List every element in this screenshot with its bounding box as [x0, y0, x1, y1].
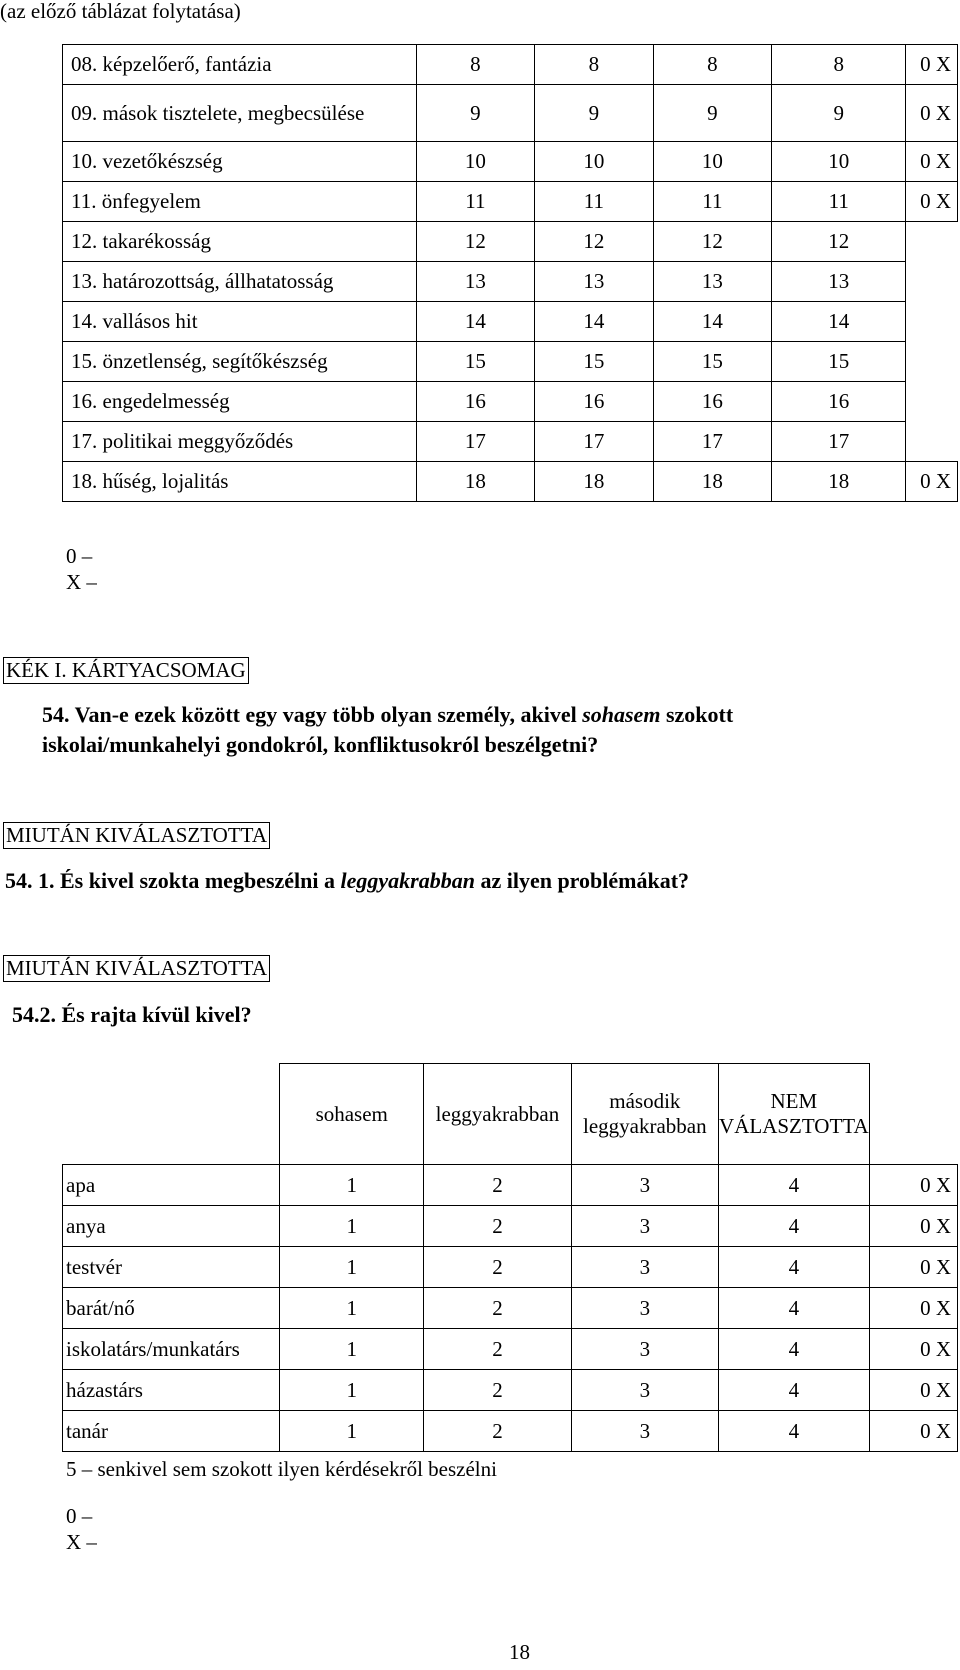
code-cell: 0 X	[906, 142, 958, 182]
value-cell: 1	[280, 1370, 424, 1411]
value-cell: 3	[571, 1411, 718, 1452]
table-row	[63, 382, 958, 422]
value-cell: 14	[772, 302, 906, 342]
code-cell	[906, 222, 958, 262]
table-row	[63, 262, 958, 302]
row-label: 18. hűség, lojalitás	[63, 462, 417, 502]
value-cell: 2	[424, 1247, 571, 1288]
value-cell: 11	[416, 182, 535, 222]
table-row	[63, 1165, 958, 1206]
value-cell: 1	[280, 1288, 424, 1329]
question-54-1	[5, 866, 689, 896]
question-54-1-text-end: az ilyen problémákat?	[474, 868, 690, 893]
question-54	[42, 700, 733, 760]
value-cell: 16	[653, 382, 772, 422]
value-cell: 4	[719, 1247, 870, 1288]
code-cell: 0 X	[869, 1288, 957, 1329]
value-cell: 13	[772, 262, 906, 302]
question-54-2: 54.2. És rajta kívül kivel?	[12, 1002, 252, 1027]
legend-zero-2: 0 –	[66, 1504, 93, 1528]
value-cell: 1	[280, 1247, 424, 1288]
value-cell: 1	[280, 1329, 424, 1370]
code-cell: 0 X	[869, 1329, 957, 1370]
question-54-1-emphasis: leggyakrabban	[340, 868, 475, 893]
row-label: 13. határozottság, állhatatosság	[63, 262, 417, 302]
table-row	[63, 85, 958, 142]
table-row	[63, 1411, 958, 1452]
persons-table	[62, 1063, 958, 1452]
table-row	[63, 222, 958, 262]
header-blank	[63, 1064, 280, 1165]
value-cell: 18	[653, 462, 772, 502]
value-cell: 11	[535, 182, 654, 222]
value-cell: 10	[772, 142, 906, 182]
value-cell: 2	[424, 1329, 571, 1370]
code-cell	[906, 302, 958, 342]
value-cell: 9	[772, 85, 906, 142]
question-54-1-text: 54. 1. És kivel szokta megbeszélni a	[5, 868, 341, 893]
value-cell: 9	[416, 85, 535, 142]
value-cell: 10	[653, 142, 772, 182]
table-header-row	[63, 1064, 958, 1165]
value-cell: 13	[416, 262, 535, 302]
value-cell: 10	[535, 142, 654, 182]
code-cell	[906, 422, 958, 462]
value-cell: 4	[719, 1411, 870, 1452]
table-row	[63, 1288, 958, 1329]
value-cell: 15	[772, 342, 906, 382]
legend-x-2: X –	[66, 1530, 97, 1554]
row-label: 17. politikai meggyőződés	[63, 422, 417, 462]
table-row	[63, 1329, 958, 1370]
code-cell: 0 X	[869, 1370, 957, 1411]
row-label: 11. önfegyelem	[63, 182, 417, 222]
value-cell: 14	[535, 302, 654, 342]
table-row	[63, 302, 958, 342]
value-cell: 3	[571, 1206, 718, 1247]
value-cell: 4	[719, 1165, 870, 1206]
value-cell: 4	[719, 1206, 870, 1247]
value-cell: 10	[416, 142, 535, 182]
value-cell: 2	[424, 1165, 571, 1206]
row-label: házastárs	[63, 1370, 280, 1411]
value-cell: 12	[653, 222, 772, 262]
row-label: testvér	[63, 1247, 280, 1288]
value-cell: 8	[772, 45, 906, 85]
code-cell: 0 X	[906, 182, 958, 222]
row-label: 09. mások tisztelete, megbecsülése	[63, 85, 417, 142]
row-label: tanár	[63, 1411, 280, 1452]
table-row	[63, 462, 958, 502]
code-cell: 0 X	[869, 1247, 957, 1288]
value-cell: 2	[424, 1411, 571, 1452]
values-table	[62, 44, 958, 502]
value-cell: 4	[719, 1370, 870, 1411]
value-cell: 3	[571, 1165, 718, 1206]
row-label: 14. vallásos hit	[63, 302, 417, 342]
value-cell: 16	[535, 382, 654, 422]
code-cell	[906, 262, 958, 302]
value-cell: 15	[653, 342, 772, 382]
table-row	[63, 182, 958, 222]
value-cell: 11	[772, 182, 906, 222]
code-cell: 0 X	[906, 45, 958, 85]
code-cell: 0 X	[906, 462, 958, 502]
value-cell: 9	[535, 85, 654, 142]
row-label: 15. önzetlenség, segítőkészség	[63, 342, 417, 382]
value-cell: 16	[772, 382, 906, 422]
row-label: barát/nő	[63, 1288, 280, 1329]
value-cell: 3	[571, 1370, 718, 1411]
after-select-label-2: MIUTÁN KIVÁLASZTOTTA	[3, 955, 270, 982]
code-cell: 0 X	[869, 1411, 957, 1452]
table-row	[63, 1370, 958, 1411]
question-54-emphasis: sohasem	[582, 702, 661, 727]
code-cell	[906, 342, 958, 382]
card-label: KÉK I. KÁRTYACSOMAG	[3, 657, 249, 684]
value-cell: 12	[416, 222, 535, 262]
value-cell: 2	[424, 1370, 571, 1411]
value-cell: 13	[535, 262, 654, 302]
row-label: 10. vezetőkészség	[63, 142, 417, 182]
value-cell: 3	[571, 1247, 718, 1288]
value-cell: 15	[416, 342, 535, 382]
value-cell: 18	[416, 462, 535, 502]
row-label: 16. engedelmesség	[63, 382, 417, 422]
row-label: 12. takarékosság	[63, 222, 417, 262]
value-cell: 3	[571, 1288, 718, 1329]
continuation-note: (az előző táblázat folytatása)	[0, 0, 241, 23]
value-cell: 1	[280, 1411, 424, 1452]
question-54-line2: iskolai/munkahelyi gondokról, konfliktusokról beszélgetni?	[42, 732, 599, 757]
value-cell: 4	[719, 1288, 870, 1329]
code-cell	[906, 382, 958, 422]
column-header: sohasem	[280, 1064, 424, 1165]
after-select-label-1: MIUTÁN KIVÁLASZTOTTA	[3, 822, 270, 849]
question-54-text-end: szokott	[660, 702, 734, 727]
value-cell: 18	[772, 462, 906, 502]
value-cell: 17	[416, 422, 535, 462]
table-row	[63, 142, 958, 182]
value-cell: 2	[424, 1288, 571, 1329]
table-row	[63, 342, 958, 382]
page-number: 18	[509, 1640, 530, 1664]
value-cell: 17	[653, 422, 772, 462]
value-cell: 15	[535, 342, 654, 382]
value-cell: 14	[416, 302, 535, 342]
value-cell: 2	[424, 1206, 571, 1247]
value-cell: 16	[416, 382, 535, 422]
value-cell: 12	[772, 222, 906, 262]
row-label: 08. képzelőerő, fantázia	[63, 45, 417, 85]
table-row	[63, 422, 958, 462]
value-cell: 8	[653, 45, 772, 85]
question-54-text: 54. Van-e ezek között egy vagy több olyan személy, akivel	[42, 702, 583, 727]
table-row	[63, 1206, 958, 1247]
value-cell: 11	[653, 182, 772, 222]
value-cell: 12	[535, 222, 654, 262]
legend-zero: 0 –	[66, 544, 93, 568]
column-header: leggyakrabban	[424, 1064, 571, 1165]
value-cell: 17	[535, 422, 654, 462]
value-cell: 8	[416, 45, 535, 85]
value-cell: 3	[571, 1329, 718, 1370]
value-cell: 1	[280, 1165, 424, 1206]
row-label: anya	[63, 1206, 280, 1247]
row-label: apa	[63, 1165, 280, 1206]
value-cell: 13	[653, 262, 772, 302]
table-row	[63, 1247, 958, 1288]
legend-x: X –	[66, 570, 97, 594]
code-cell: 0 X	[906, 85, 958, 142]
value-cell: 17	[772, 422, 906, 462]
note-five: 5 – senkivel sem szokott ilyen kérdésekről beszélni	[66, 1457, 497, 1481]
table-row	[63, 45, 958, 85]
value-cell: 9	[653, 85, 772, 142]
header-blank-end	[869, 1064, 957, 1165]
value-cell: 8	[535, 45, 654, 85]
value-cell: 18	[535, 462, 654, 502]
value-cell: 4	[719, 1329, 870, 1370]
row-label: iskolatárs/munkatárs	[63, 1329, 280, 1370]
column-header: NEM VÁLASZTOTTA	[719, 1064, 870, 1165]
value-cell: 1	[280, 1206, 424, 1247]
value-cell: 14	[653, 302, 772, 342]
code-cell: 0 X	[869, 1165, 957, 1206]
code-cell: 0 X	[869, 1206, 957, 1247]
column-header: második leggyakrabban	[571, 1064, 718, 1165]
